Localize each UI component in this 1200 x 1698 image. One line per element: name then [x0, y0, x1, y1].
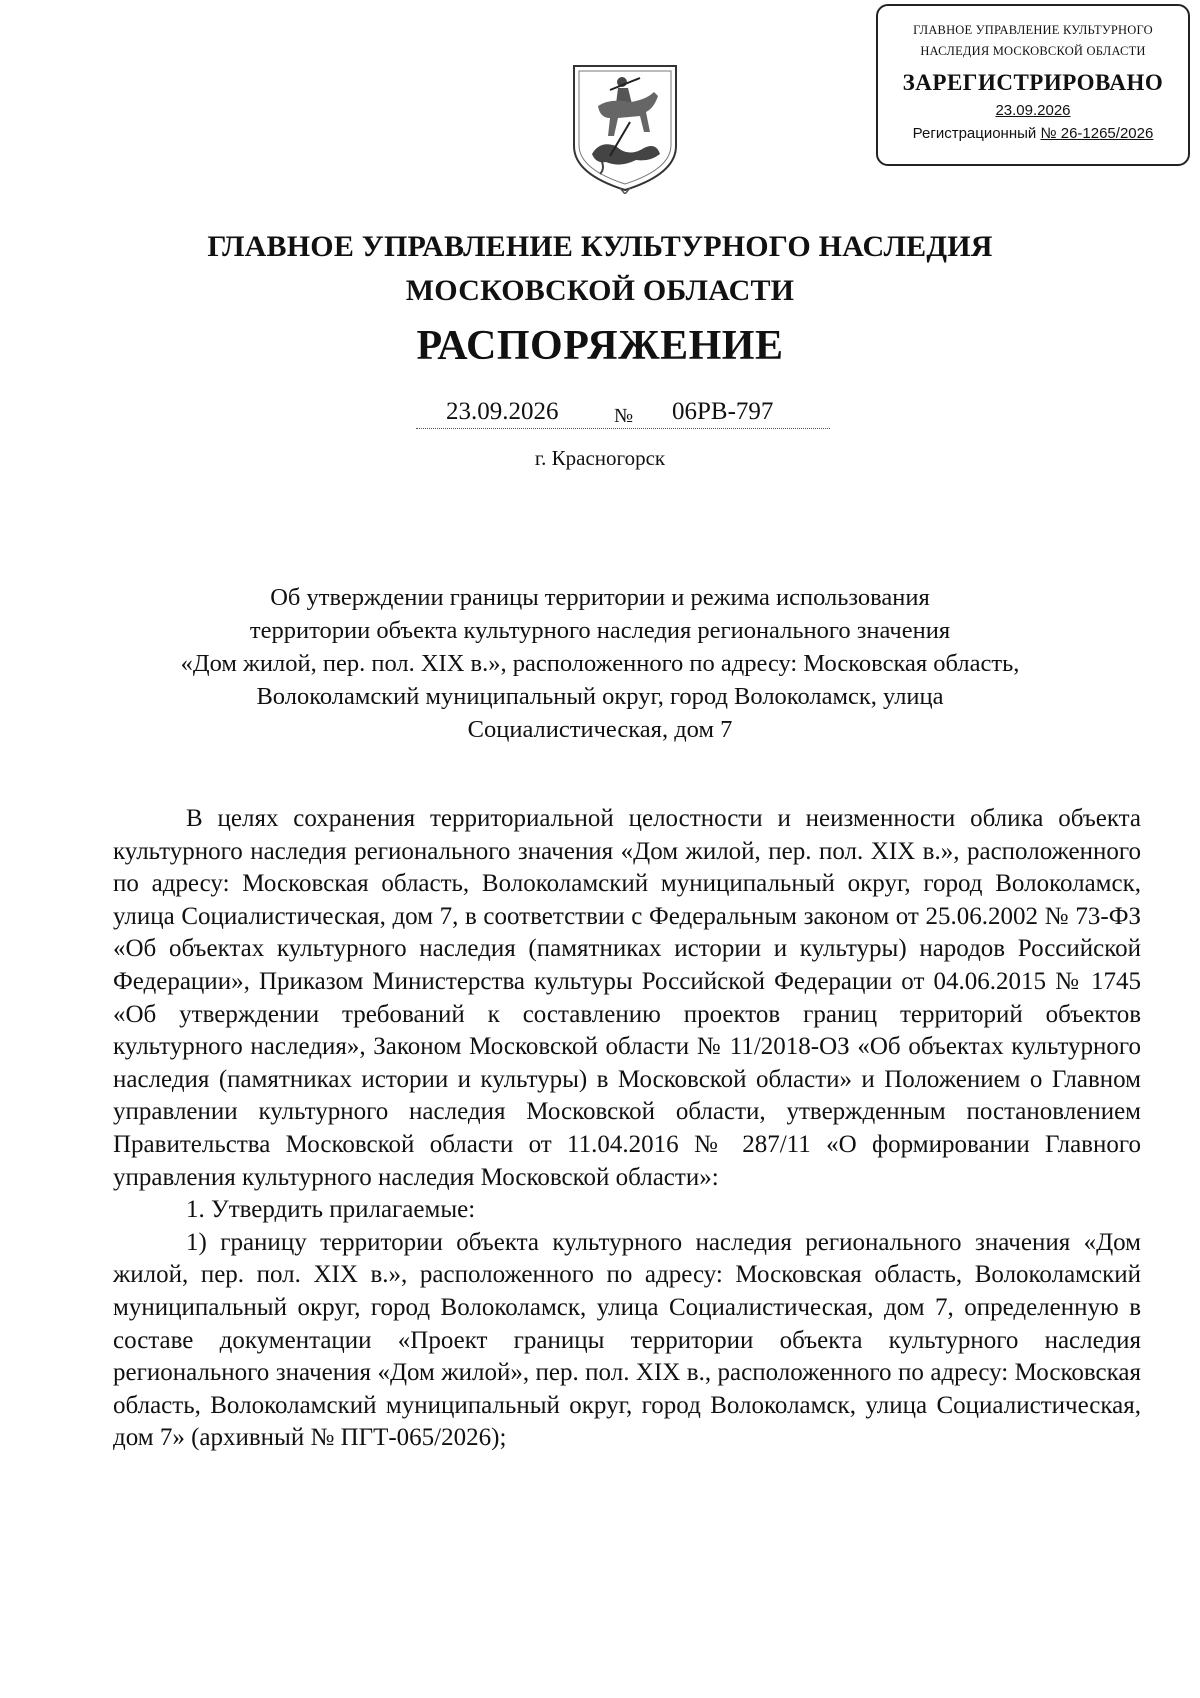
document-city: г. Красногорск	[534, 446, 666, 470]
stamp-org-line-2: НАСЛЕДИЯ МОСКОВСКОЙ ОБЛАСТИ	[920, 44, 1146, 58]
moscow-oblast-coat-of-arms-icon	[570, 62, 680, 194]
document-subject	[140, 581, 1060, 746]
date-number-line	[416, 394, 830, 429]
registration-stamp	[876, 4, 1190, 166]
organization-title-line-1: ГЛАВНОЕ УПРАВЛЕНИЕ КУЛЬТУРНОГО НАСЛЕДИЯ	[207, 230, 993, 263]
organization-title-line-2: МОСКОВСКОЙ ОБЛАСТИ	[405, 274, 795, 307]
document-type: РАСПОРЯЖЕНИЕ	[416, 323, 784, 369]
stamp-status: ЗАРЕГИСТРИРОВАНО	[902, 70, 1164, 95]
stamp-organization	[878, 20, 1188, 62]
stamp-date: 23.09.2026	[995, 102, 1071, 119]
subject-line: территории объекта культурного наследия регионального значения	[249, 617, 951, 644]
subject-line: Об утверждении границы территории и режима использования	[270, 584, 930, 611]
stamp-registration	[878, 125, 1188, 142]
subject-line: «Дом жилой, пер. пол. XIX в.», расположенного по адресу: Московская область,	[180, 650, 1020, 677]
document-date: 23.09.2026	[446, 398, 559, 425]
number-sign: №	[614, 405, 634, 427]
stamp-reg-label: Регистрационный	[912, 125, 1037, 142]
organization-title	[0, 225, 1200, 313]
document-body	[113, 803, 1141, 1455]
document-number: 06РВ-797	[672, 398, 774, 425]
stamp-reg-number: № 26-1265/2026	[1040, 125, 1154, 142]
subject-line: Волоколамский муниципальный округ, город Волоколамск, улица	[256, 683, 944, 710]
subject-line: Социалистическая, дом 7	[467, 716, 733, 743]
clause-paragraph: 1. Утвердить прилагаемые:	[186, 1196, 476, 1224]
stamp-org-line-1: ГЛАВНОЕ УПРАВЛЕНИЕ КУЛЬТУРНОГО	[913, 23, 1153, 37]
preamble-paragraph: В целях сохранения территориальной целостности и неизменности облика объекта культурного наследия регионального значения «Дом жилой, пер. пол. XIX в.», расположенного по адресу: Московская область, Волоколамский муниципальный округ, город Волоколамск, улица Социалистическая, дом 7, в соответствии с Федеральным законом от 25.06.2002 № 73-ФЗ «Об объектах культурного наследия (памятниках истории и культуры) народов Российской Федерации», Приказом Министерства культуры Российской Федерации от 04.06.2015 № 1745 «Об утверждении требований к составлению проектов границ территорий объектов культурного наследия», Законом Московской области № 11/2018-ОЗ «Об объектах культурного наследия (памятниках истории и культуры) в Московской области» и Положением о Главном управлении культурного наследия Московской области, утвержденным постановлением Правительства Московской области от 11.04.2016 № 287/11 «О формировании Главного управления культурного наследия Московской области»:	[113, 805, 1141, 1191]
subclause-paragraph: 1) границу территории объекта культурного наследия регионального значения «Дом жилой, пер. пол. XIX в.», расположенного по адресу: Московская область, Волоколамский муниципальный округ, город Волоколамск, улица Социалистическая, дом 7, определенную в составе документации «Проект границы территории объекта культурного наследия регионального значения «Дом жилой», пер. пол. XIX в., расположенного по адресу: Московская область, Волоколамский муниципальный округ, город Волоколамск, улица Социалистическая, дом 7» (архивный № ПГТ-065/2026);	[113, 1228, 1141, 1452]
